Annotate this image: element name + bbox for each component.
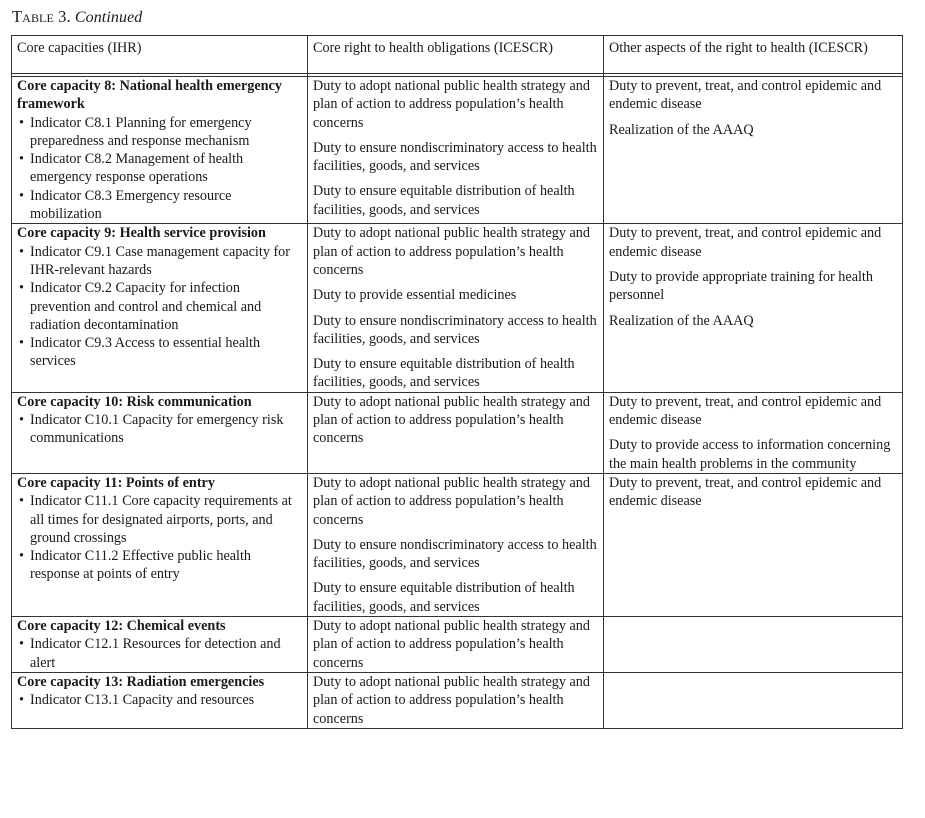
obligation-item: Duty to adopt national public health strategy and plan of action to address population’s health concerns [313,393,590,447]
table-header-row [12,36,903,74]
core-capacity-cell [12,224,308,392]
other-aspects-cell [604,392,903,473]
indicator-list [17,691,302,709]
bullet-icon: • [19,692,24,709]
other-aspects-cell [604,617,903,673]
bullet-icon: • [19,114,24,131]
other-aspect-item: Duty to prevent, treat, and control epidemic and endemic disease [609,78,882,113]
obligation-item: Duty to adopt national public health strategy and plan of action to address population’s health concerns [313,474,590,528]
table-row [12,392,903,473]
obligation-item: Duty to ensure nondiscriminatory access to health facilities, goods, and services [313,536,597,572]
bullet-icon: • [19,187,24,204]
table-caption [12,6,142,29]
indicator-list [17,411,302,448]
core-capacity-cell [12,77,308,224]
table-continued-note: Continued [74,9,143,26]
obligation-item: Duty to ensure nondiscriminatory access to health facilities, goods, and services [313,139,597,175]
obligation-item: Duty to ensure nondiscriminatory access to health facilities, goods, and services [313,312,597,347]
indicator-text: Indicator C9.2 Capacity for infection prevention and control and chemical and radiation decontamination [30,280,262,333]
other-aspect-item: Realization of the AAAQ [609,121,754,138]
obligation-item: Duty to ensure equitable distribution of health facilities, goods, and services [313,183,575,218]
indicator-item [17,187,302,224]
obligation-item: Duty to adopt national public health strategy and plan of action to address population’s health concerns [313,225,590,278]
table-row [12,77,903,224]
obligations-cell [308,617,604,673]
obligation-item: Duty to ensure equitable distribution of health facilities, goods, and services [313,580,575,615]
indicator-text: Indicator C8.1 Planning for emergency preparedness and response mechanism [30,114,252,149]
obligations-cell [308,392,604,473]
indicator-text: Indicator C12.1 Resources for detection and alert [30,636,281,671]
obligations-cell [308,77,604,224]
indicator-text: Indicator C9.3 Access to essential health services [30,335,261,370]
core-capacity-title: Core capacity 11: Points of entry [17,474,215,491]
indicator-item [17,114,302,151]
indicator-text: Indicator C8.3 Emergency resource mobilization [30,187,232,223]
indicator-item [17,334,302,371]
indicator-item [17,150,302,187]
other-aspect-item: Duty to prevent, treat, and control epidemic and endemic disease [609,225,882,260]
other-aspect-item: Duty to prevent, treat, and control epidemic and endemic disease [609,474,882,510]
column-header-core-obligations: Core right to health obligations (ICESCR) [308,36,604,74]
indicator-list [17,635,302,672]
bullet-icon: • [19,548,24,565]
obligation-item: Duty to adopt national public health strategy and plan of action to address population’s health concerns [313,618,590,671]
other-aspect-item: Duty to provide appropriate training for health personnel [609,268,873,304]
bullet-icon: • [19,636,24,653]
indicator-item [17,243,302,280]
other-aspect-item: Duty to prevent, treat, and control epidemic and endemic disease [609,393,882,429]
table-row [12,224,903,392]
indicator-item [17,547,302,584]
indicator-text: Indicator C13.1 Capacity and resources [30,692,255,709]
indicator-item [17,279,302,334]
table-label: Table 3. [12,7,71,26]
core-capacity-title: Core capacity 13: Radiation emergencies [17,673,265,690]
obligation-item: Duty to provide essential medicines [313,287,517,304]
obligations-cell [308,672,604,728]
other-aspect-item: Realization of the AAAQ [609,312,754,329]
obligations-cell [308,473,604,616]
bullet-icon: • [19,412,24,429]
indicator-item [17,411,302,448]
obligation-item: Duty to adopt national public health strategy and plan of action to address population’s health concerns [313,673,590,727]
table-row [12,617,903,673]
core-capacity-title: Core capacity 12: Chemical events [17,618,226,635]
other-aspects-cell [604,77,903,224]
table-body [12,74,903,729]
core-capacity-cell [12,672,308,728]
indicator-text: Indicator C8.2 Management of health emergency response operations [30,151,244,186]
indicator-text: Indicator C10.1 Capacity for emergency risk communications [30,412,284,447]
indicator-item [17,691,302,709]
other-aspects-cell [604,672,903,728]
obligations-cell [308,224,604,392]
table-row [12,473,903,616]
indicator-item [17,635,302,672]
indicator-text: Indicator C9.1 Case management capacity for IHR-relevant hazards [30,243,291,278]
bullet-icon: • [19,335,24,352]
bullet-icon: • [19,151,24,168]
core-capacity-title: Core capacity 10: Risk communication [17,393,252,410]
other-aspects-cell [604,473,903,616]
indicator-item [17,492,302,547]
core-capacity-title: Core capacity 8: National health emergency framework [17,78,282,113]
core-capacity-title: Core capacity 9: Health service provision [17,225,266,242]
core-capacities-table [11,35,903,729]
core-capacity-cell [12,392,308,473]
bullet-icon: • [19,243,24,260]
column-header-other-aspects: Other aspects of the right to health (ICESCR) [604,36,903,74]
indicator-list [17,243,302,371]
core-capacity-cell [12,617,308,673]
indicator-list [17,492,302,583]
obligation-item: Duty to ensure equitable distribution of health facilities, goods, and services [313,356,575,391]
core-capacity-cell [12,473,308,616]
bullet-icon: • [19,493,24,510]
bullet-icon: • [19,280,24,297]
other-aspect-item: Duty to provide access to information concerning the main health problems in the community [609,437,891,472]
indicator-text: Indicator C11.1 Core capacity requirements at all times for designated airports, ports, and ground crossings [30,493,292,546]
indicator-list [17,114,302,224]
table-row [12,672,903,728]
obligation-item: Duty to adopt national public health strategy and plan of action to address population’s health concerns [313,78,590,131]
indicator-text: Indicator C11.2 Effective public health response at points of entry [30,548,252,583]
other-aspects-cell [604,224,903,392]
column-header-core-capacities: Core capacities (IHR) [12,36,308,74]
